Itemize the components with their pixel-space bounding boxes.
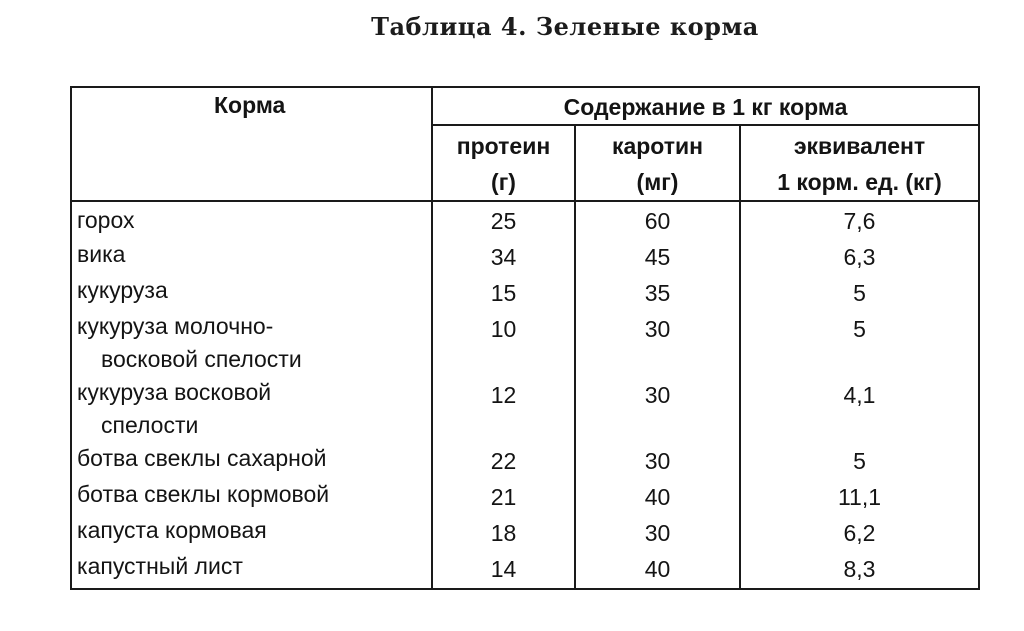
feed-name-line2: восковой спелости xyxy=(101,346,302,372)
header-row-top xyxy=(71,87,979,125)
equivalent-value: 8,3 xyxy=(740,550,979,589)
carotene-value: 45 xyxy=(575,238,740,274)
protein-value: 10 xyxy=(432,310,575,376)
feed-name: ботва свеклы кормовой xyxy=(71,478,432,514)
header-protein-line2: (г) xyxy=(491,169,516,195)
feed-name: ботва свеклы сахарной xyxy=(71,442,432,478)
carotene-value: 60 xyxy=(575,201,740,238)
feed-name: капуста кормовая xyxy=(71,514,432,550)
feed-name: горох xyxy=(71,201,432,238)
equivalent-value: 5 xyxy=(740,442,979,478)
table-row xyxy=(71,238,979,274)
equivalent-value: 5 xyxy=(740,310,979,376)
header-protein-line1: протеин xyxy=(456,133,551,159)
table-row xyxy=(71,478,979,514)
table-row xyxy=(71,514,979,550)
header-carotene-line1: каротин xyxy=(611,133,704,159)
green-feed-table xyxy=(70,86,980,590)
feed-name: капустный лист xyxy=(71,550,432,589)
header-protein xyxy=(432,125,575,201)
header-content: Содержание в 1 кг корма xyxy=(432,87,979,125)
equivalent-value: 11,1 xyxy=(740,478,979,514)
carotene-value: 35 xyxy=(575,274,740,310)
carotene-value: 30 xyxy=(575,310,740,376)
equivalent-value: 6,2 xyxy=(740,514,979,550)
equivalent-value: 7,6 xyxy=(740,201,979,238)
protein-value: 34 xyxy=(432,238,575,274)
equivalent-value: 6,3 xyxy=(740,238,979,274)
table-row xyxy=(71,201,979,238)
carotene-value: 40 xyxy=(575,478,740,514)
feed-name-line1: кукуруза молочно- xyxy=(77,313,274,339)
carotene-value: 40 xyxy=(575,550,740,589)
header-equivalent-line1: эквивалент xyxy=(793,133,926,159)
table-row xyxy=(71,310,979,376)
header-equivalent-line2: 1 корм. ед. (кг) xyxy=(777,169,942,195)
protein-value: 21 xyxy=(432,478,575,514)
header-feed: Корма xyxy=(71,87,432,201)
protein-value: 18 xyxy=(432,514,575,550)
header-carotene-line2: (мг) xyxy=(636,169,679,195)
feed-name: вика xyxy=(71,238,432,274)
feed-name-line2: спелости xyxy=(101,412,199,438)
protein-value: 15 xyxy=(432,274,575,310)
table-row xyxy=(71,550,979,589)
equivalent-value: 5 xyxy=(740,274,979,310)
protein-value: 22 xyxy=(432,442,575,478)
protein-value: 12 xyxy=(432,376,575,442)
carotene-value: 30 xyxy=(575,442,740,478)
table-row xyxy=(71,274,979,310)
table-row xyxy=(71,442,979,478)
feed-name: кукуруза xyxy=(71,274,432,310)
protein-value: 14 xyxy=(432,550,575,589)
header-carotene xyxy=(575,125,740,201)
feed-name-line1: кукуруза восковой xyxy=(77,379,272,405)
carotene-value: 30 xyxy=(575,514,740,550)
table-title: Таблица 4. Зеленые корма xyxy=(371,12,759,41)
equivalent-value: 4,1 xyxy=(740,376,979,442)
table-row xyxy=(71,376,979,442)
carotene-value: 30 xyxy=(575,376,740,442)
header-equivalent xyxy=(740,125,979,201)
feed-name xyxy=(71,376,432,442)
feed-name xyxy=(71,310,432,376)
protein-value: 25 xyxy=(432,201,575,238)
